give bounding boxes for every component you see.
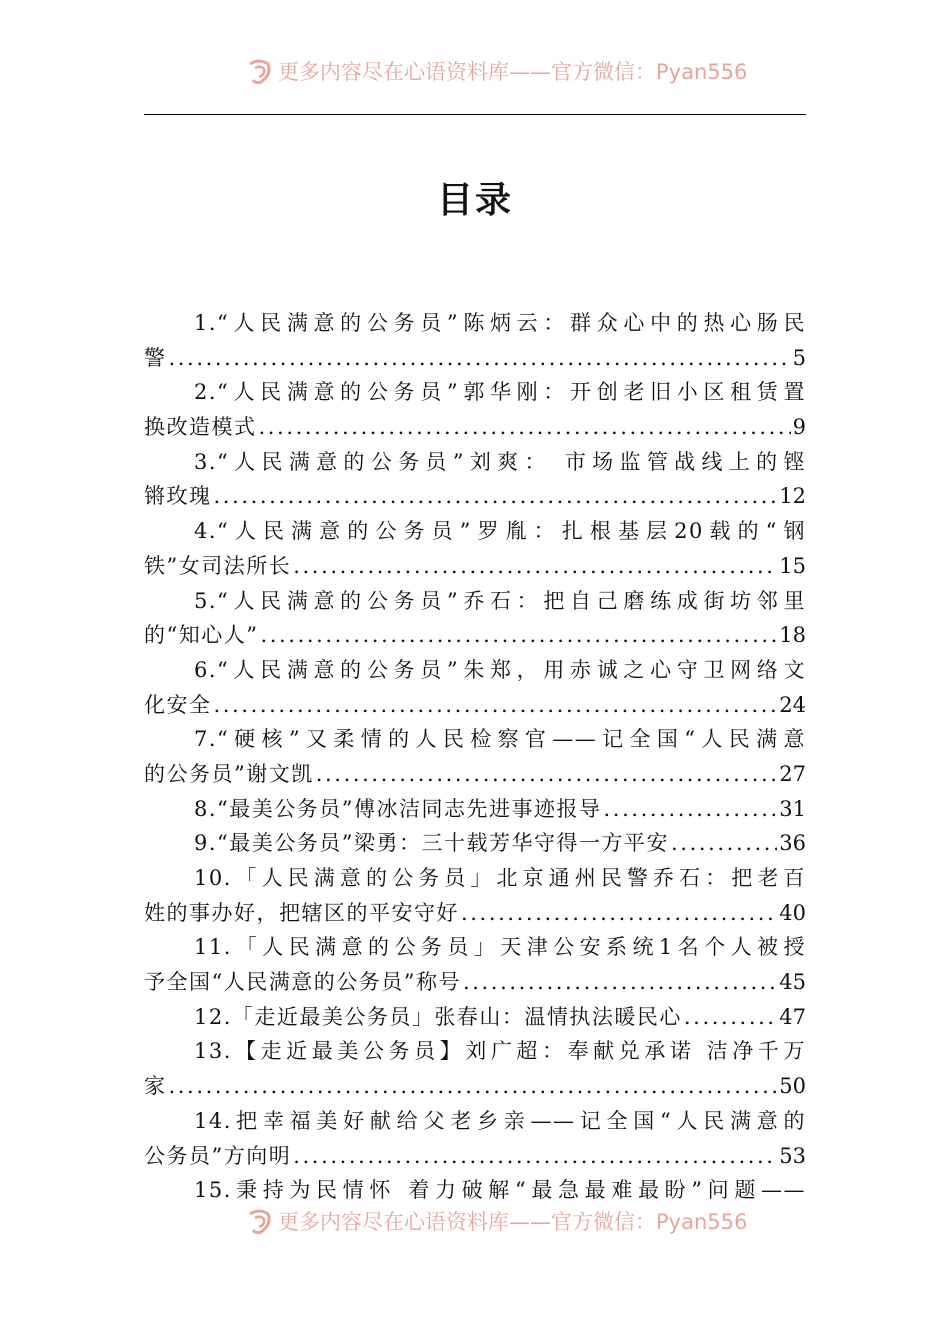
toc-entry[interactable]: [144, 792, 806, 827]
toc-page-number: 40: [779, 900, 806, 925]
toc-dot-leader: [214, 688, 778, 723]
toc-entry-title: 5.“人民满意的公务员”乔石：把自己磨练成街坊邻里: [194, 588, 806, 613]
toc-dot-leader: [316, 757, 778, 792]
toc-page-number: 18: [779, 623, 806, 648]
page-title: 目录: [436, 179, 513, 221]
toc-entry-second-line: [144, 549, 806, 584]
toc-page-number: 5: [792, 345, 806, 370]
toc-entry-second-line: [144, 965, 806, 1000]
toc-entry-title-continued: 铁”女司法所长: [144, 553, 292, 578]
toc-page-number: 9: [792, 415, 806, 440]
toc-dot-leader: [604, 792, 778, 827]
toc-entry-title-continued: 警: [144, 345, 167, 370]
toc-entry-first-line: [144, 861, 806, 896]
toc-entry[interactable]: [144, 653, 806, 722]
toc-entry-title: 7.“硬核”又柔情的人民检察官——记全国“人民满意: [194, 727, 806, 752]
toc-entry-title: 14.把幸福美好献给父老乡亲——记全国“人民满意的: [194, 1108, 806, 1133]
toc-entry-title: 6.“人民满意的公务员”朱郑，用赤诚之心守卫网络文: [194, 657, 806, 682]
toc-dot-leader: [260, 618, 777, 653]
toc-entry[interactable]: [144, 445, 806, 514]
toc-entry[interactable]: [144, 1034, 806, 1103]
toc-entry-title: 4.“人民满意的公务员”罗胤：扎根基层20载的“钢: [194, 519, 806, 544]
toc-entry-first-line: [144, 653, 806, 688]
toc-entry-second-line: [144, 688, 806, 723]
toc-entry-title: 11.「人民满意的公务员」天津公安系统1名个人被授: [194, 935, 806, 960]
toc-page-number: 15: [779, 553, 806, 578]
watermark-text: 更多内容尽在心语资料库——官方微信：Pyan556: [278, 60, 748, 84]
toc-entry-first-line: [144, 514, 806, 549]
toc-entry-title-continued: 换改造模式: [144, 415, 257, 440]
toc-entry-second-line: [144, 341, 806, 376]
toc-entry-title-continued: 予全国“人民满意的公务员”称号: [144, 970, 461, 995]
toc-entry-first-line: [144, 1104, 806, 1139]
toc-entry-title: 1.“人民满意的公务员”陈炳云：群众心中的热心肠民: [194, 311, 806, 335]
toc-page-number: 47: [779, 1004, 806, 1029]
toc-dot-leader: [463, 965, 777, 1000]
toc-entry-title: 12.「走近最美公务员」张春山：温情执法暖民心: [194, 1004, 682, 1029]
toc-dot-leader: [293, 549, 777, 584]
watermark-header: [246, 58, 747, 84]
toc-entry-title-continued: 公务员”方向明: [144, 1143, 292, 1168]
toc-entry-title: 2.“人民满意的公务员”郭华刚：开创老旧小区租赁置: [194, 380, 806, 405]
toc-entry-title-continued: 的公务员”谢文凯: [144, 761, 314, 786]
toc-entry-title: 13.【走近最美公务员】刘广超：奉献兑承诺 洁净千万: [194, 1039, 806, 1064]
toc-dot-leader: [169, 341, 791, 376]
toc-dot-leader: [259, 410, 791, 445]
toc-entry-first-line: [144, 445, 806, 480]
toc-page-number: 31: [779, 796, 806, 821]
header-rule: [144, 114, 806, 115]
toc-entry[interactable]: [144, 306, 806, 375]
toc-page-number: 27: [779, 761, 806, 786]
toc-entry-first-line: [144, 375, 806, 410]
toc-entry[interactable]: [144, 375, 806, 444]
watermark-footer: [246, 1208, 747, 1234]
toc-entry-first-line: [144, 826, 806, 861]
toc-entry-title-continued: 姓的事办好，把辖区的平安守好: [144, 900, 459, 925]
toc-entry-title-continued: 锵玫瑰: [144, 484, 212, 509]
toc-entry[interactable]: [144, 584, 806, 653]
watermark-text: 更多内容尽在心语资料库——官方微信：Pyan556: [278, 1210, 748, 1234]
toc-entry-first-line: [144, 1173, 806, 1208]
toc-entry-title: 10.「人民满意的公务员」北京通州民警乔石：把老百: [194, 866, 806, 890]
toc-dot-leader: [214, 479, 778, 514]
toc-entry-second-line: [144, 410, 806, 445]
toc-entry[interactable]: [144, 514, 806, 583]
watermark-logo-icon: [246, 1208, 272, 1234]
toc-entry[interactable]: [144, 1173, 806, 1208]
watermark-logo-icon: [246, 58, 272, 84]
toc-entry-title: 3.“人民满意的公务员”刘爽： 市场监管战线上的铿: [194, 449, 806, 474]
toc-page-number: 12: [779, 484, 806, 509]
toc-page-number: 24: [779, 692, 806, 717]
toc-page-number: 50: [779, 1074, 806, 1099]
toc-entry-title: 15.秉持为民情怀 着力破解“最急最难最盼”问题——: [194, 1178, 806, 1203]
toc-dot-leader: [461, 896, 777, 931]
toc-entry-first-line: [144, 1034, 806, 1069]
toc-entry-second-line: [144, 896, 806, 931]
toc-entry-first-line: [144, 722, 806, 757]
toc-entry-title-continued: 家: [144, 1074, 167, 1099]
toc-dot-leader: [684, 1000, 777, 1035]
toc-page-number: 45: [779, 970, 806, 995]
toc-entry-second-line: [144, 1139, 806, 1174]
toc-entry-first-line: [144, 792, 806, 827]
toc-entry[interactable]: [144, 1000, 806, 1035]
toc-entry-title: 8.“最美公务员”傅冰洁同志先进事迹报导: [194, 796, 602, 821]
toc-entry-second-line: [144, 757, 806, 792]
toc-dot-leader: [293, 1139, 777, 1174]
toc-entry[interactable]: [144, 826, 806, 861]
toc-entry-second-line: [144, 479, 806, 514]
table-of-contents: [144, 306, 806, 1208]
toc-entry-first-line: [144, 930, 806, 965]
toc-entry[interactable]: [144, 722, 806, 791]
toc-dot-leader: [169, 1069, 778, 1104]
toc-entry-first-line: [144, 306, 806, 341]
toc-entry-title-continued: 的“知心人”: [144, 623, 259, 648]
toc-entry-title: 9.“最美公务员”梁勇：三十载芳华守得一方平安: [194, 831, 670, 856]
toc-entry[interactable]: [144, 930, 806, 999]
toc-entry-second-line: [144, 618, 806, 653]
toc-entry-first-line: [144, 584, 806, 619]
toc-entry[interactable]: [144, 1104, 806, 1173]
toc-entry-first-line: [144, 1000, 806, 1035]
toc-entry[interactable]: [144, 861, 806, 930]
toc-entry-title-continued: 化安全: [144, 692, 212, 717]
toc-page-number: 53: [779, 1143, 806, 1168]
toc-dot-leader: [671, 826, 777, 861]
toc-entry-second-line: [144, 1069, 806, 1104]
toc-page-number: 36: [779, 831, 806, 856]
